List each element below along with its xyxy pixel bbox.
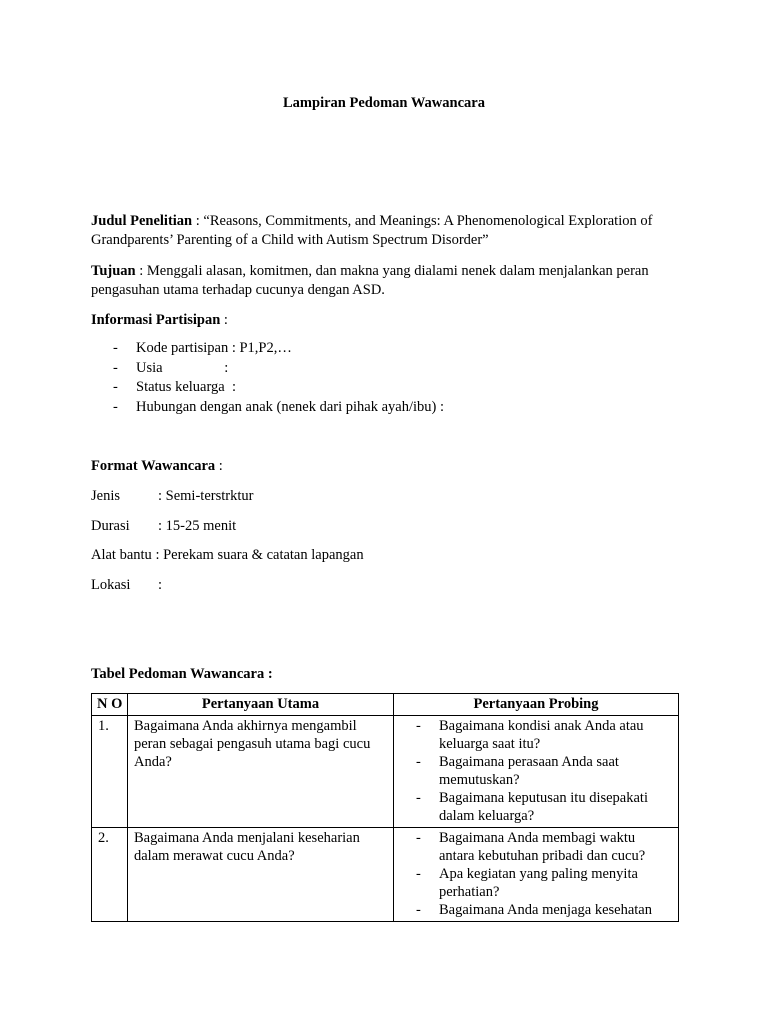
research-title-label: Judul Penelitian xyxy=(91,213,193,229)
row-number: 2. xyxy=(92,828,128,922)
format-row-lokasi: Lokasi : xyxy=(91,577,163,593)
list-item: - Bagaimana Anda membagi waktu antara kebutuhan pribadi dan cucu? xyxy=(416,830,646,864)
table-row xyxy=(92,716,679,828)
table-heading: Tabel Pedoman Wawancara : xyxy=(91,666,273,682)
list-item: - Bagaimana keputusan itu disepakati dalam keluarga? xyxy=(416,790,648,824)
objective-text: : Menggali alasan, komitmen, dan makna yang dialami nenek dalam menjalankan peran pengasuhan utama terhadap cucunya dengan ASD. xyxy=(91,263,649,298)
header-probing-question: Pertanyaan Probing xyxy=(394,694,679,716)
page-title: Lampiran Pedoman Wawancara xyxy=(283,95,485,111)
probing-cell xyxy=(394,716,679,828)
list-item: - Status keluarga : xyxy=(113,379,237,395)
list-item: - Usia : xyxy=(113,359,229,376)
table-row xyxy=(92,828,679,922)
list-item: - Bagaimana perasaan Anda saat memutuskan? xyxy=(416,754,619,788)
table-header-row xyxy=(92,694,679,716)
objective-paragraph xyxy=(91,262,681,300)
research-title-paragraph xyxy=(91,212,681,250)
objective-label: Tujuan xyxy=(91,263,136,279)
list-item: - Apa kegiatan yang paling menyita perhatian? xyxy=(416,866,638,900)
row-number: 1. xyxy=(92,716,128,828)
participant-info-list xyxy=(113,339,444,417)
participant-info-label: Informasi Partisipan xyxy=(91,312,221,328)
header-no: N O xyxy=(92,694,128,716)
header-main-question: Pertanyaan Utama xyxy=(128,694,394,716)
interview-format-heading xyxy=(91,457,681,476)
probing-cell xyxy=(394,828,679,922)
research-title-text: : “Reasons, Commitments, and Meanings: A Phenomenological Exploration of Grandparents’ Parenting of a Child with Autism Spectrum Disorder” xyxy=(91,213,653,248)
interview-format-suffix: : xyxy=(215,458,223,474)
main-question-cell: Bagaimana Anda akhirnya mengambil peran sebagai pengasuh utama bagi cucu Anda? xyxy=(128,716,394,828)
main-question-cell: Bagaimana Anda menjalani keseharian dalam merawat cucu Anda? xyxy=(128,828,394,922)
format-row-alat-bantu: Alat bantu : Perekam suara & catatan lapangan xyxy=(91,547,364,563)
interview-guide-table xyxy=(91,693,679,922)
list-item: - Hubungan dengan anak (nenek dari pihak ayah/ibu) : xyxy=(113,398,445,415)
list-item: - Bagaimana Anda menjaga kesehatan xyxy=(416,902,652,918)
participant-info-suffix: : xyxy=(220,312,228,328)
participant-info-heading xyxy=(91,311,681,330)
format-row-durasi: Durasi : 15-25 menit xyxy=(91,518,237,534)
format-row-jenis: Jenis : Semi-terstrktur xyxy=(91,488,254,504)
list-item: - Kode partisipan : P1,P2,… xyxy=(113,340,292,356)
list-item: - Bagaimana kondisi anak Anda atau keluarga saat itu? xyxy=(416,718,644,752)
interview-format-label: Format Wawancara xyxy=(91,458,216,474)
